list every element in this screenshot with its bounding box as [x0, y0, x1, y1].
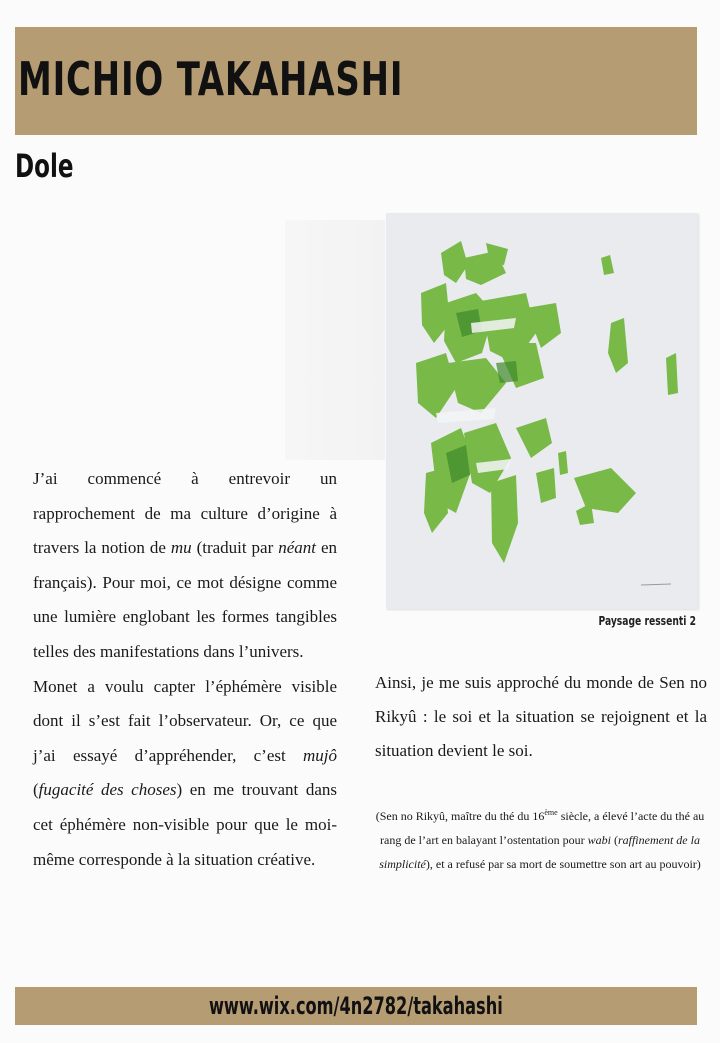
term-wabi: wabi [587, 833, 611, 847]
location-subtitle: Dole [15, 147, 74, 185]
green-brushstroke-painting [386, 213, 698, 609]
right-text-column [375, 666, 707, 768]
artist-name-title: MICHIO TAKAHASHI [18, 52, 404, 106]
footnote-sen-no-rikyu: (Sen no Rikyû, maître du thé du 16ème siècle, a élevé l’acte du thé au rang de l’art en balayant l’ostentation pour wabi (raffinement de la simplicité), et a refusé par sa mort de soumettre son art au pouvoir) [375, 808, 705, 871]
term-raffinement: raffinement de la simplicité [379, 833, 700, 871]
footer-band [15, 987, 697, 1025]
website-url: www.wix.com/4n2782/takahashi [209, 992, 503, 1020]
paragraph-mu: J’ai commencé à entrevoir un rapprochement de ma culture d’origine à travers la notion de mu (traduit par néant en français). Pour moi, ce mot désigne comme une lumière englobant les formes tangibles telles des manifestations dans l’univers. [33, 469, 337, 661]
artwork-caption: Paysage ressenti 2 [598, 614, 696, 628]
paragraph-monet: Monet a voulu capter l’éphémère visible dont il s’est fait l’observateur. Or, ce que j’ai essayé d’appréhender, c’est mujô (fugacité des choses) en me trouvant dans cet éphémère non-visible pour que le moi-même corresponde à la situation créative. [33, 676, 337, 869]
artwork-image [386, 213, 698, 609]
paragraph-sen-no-rikyu: Ainsi, je me suis approché du monde de Sen no Rikyû : le soi et la situation se rejoignent et la situation devient le soi. [375, 673, 707, 760]
term-neant: néant [278, 538, 316, 558]
term-fugacite: fugacité des choses [38, 780, 177, 800]
term-mujo: mujô [303, 745, 337, 765]
left-text-column [33, 462, 337, 877]
show-through-background [285, 220, 385, 460]
term-mu: mu [170, 538, 192, 558]
